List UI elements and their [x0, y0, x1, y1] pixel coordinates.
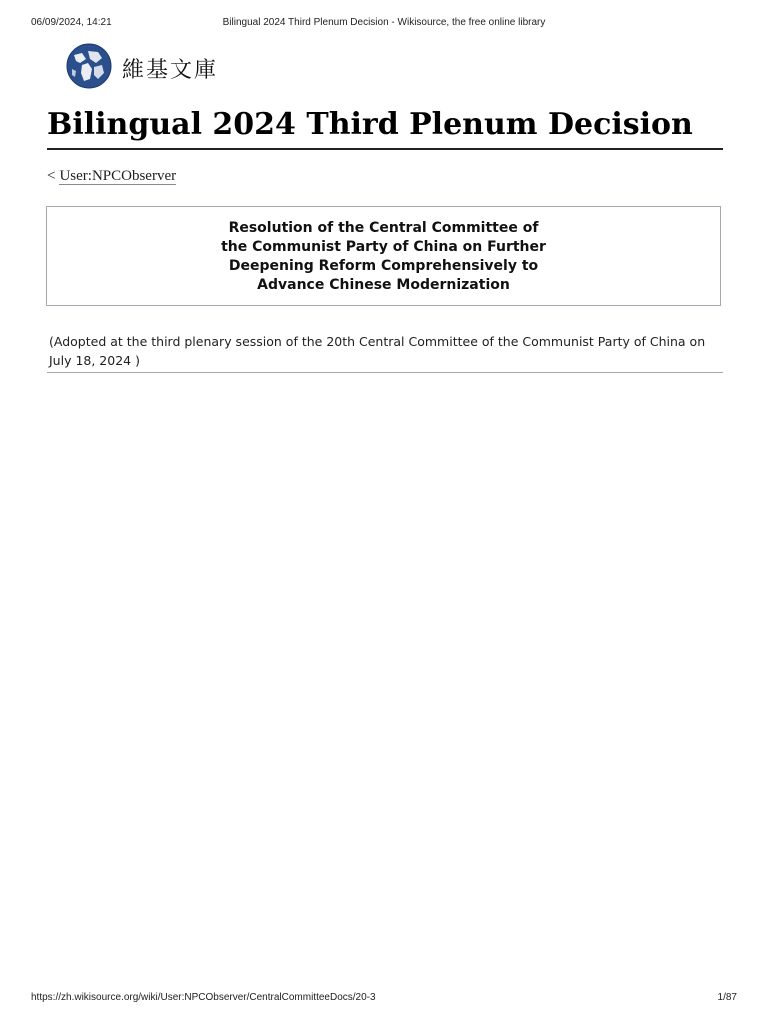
- print-datetime: 06/09/2024, 14:21: [31, 17, 112, 28]
- wikisource-globe-icon: [66, 43, 112, 89]
- print-header: [31, 17, 737, 31]
- breadcrumb-separator: <: [47, 168, 56, 184]
- breadcrumb: [47, 168, 176, 185]
- print-document-title: Bilingual 2024 Third Plenum Decision - Wikisource, the free online library: [222, 17, 546, 28]
- breadcrumb-link-user[interactable]: User:NPCObserver: [59, 168, 177, 184]
- resolution-header-box: [46, 206, 721, 306]
- print-footer: [31, 992, 737, 1006]
- site-wordmark: 維基文庫: [122, 58, 219, 83]
- site-logo[interactable]: [66, 43, 246, 93]
- page-title: Bilingual 2024 Third Plenum Decision: [47, 104, 723, 150]
- print-url: https://zh.wikisource.org/wiki/User:NPCObserver/CentralCommitteeDocs/20-3: [31, 992, 376, 1003]
- resolution-title: Resolution of the Central Committee of the Communist Party of China on Further Deepening Reform Comprehensively to Advance Chinese Modernization: [221, 220, 546, 293]
- print-page-counter: 1/87: [717, 992, 737, 1003]
- adopted-note: (Adopted at the third plenary session of the 20th Central Committee of the Communist Party of China on July 18, 2024 ): [47, 332, 723, 373]
